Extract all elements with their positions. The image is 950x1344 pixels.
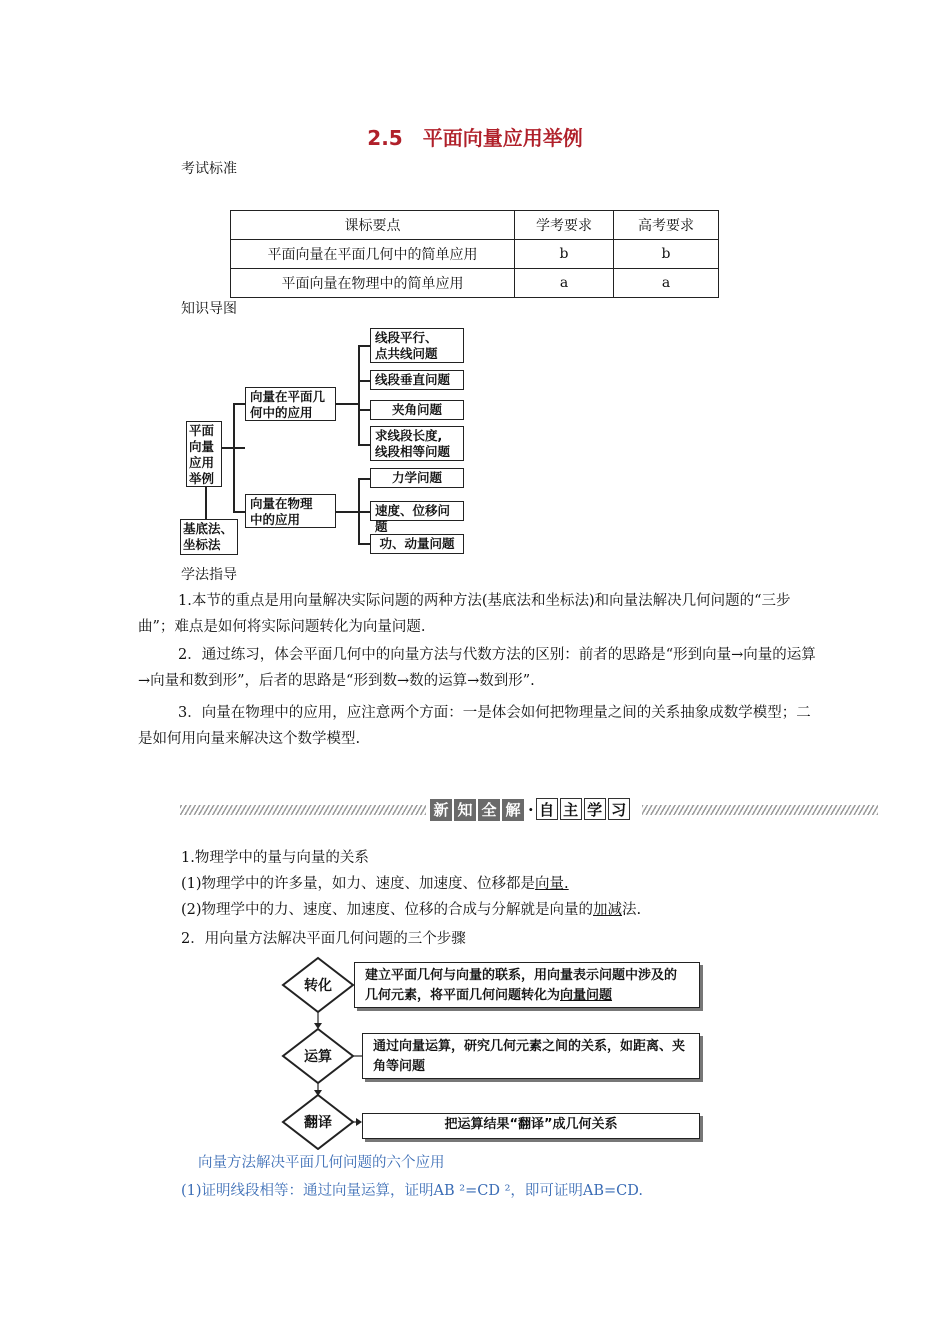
table-cell: b [614, 240, 719, 269]
table-row [231, 240, 719, 269]
table-cell: b [515, 240, 614, 269]
step-label-translate: 翻译 [304, 1115, 332, 1131]
banner-char: 自 [536, 798, 558, 820]
map-leaf-perpendicular: 线段垂直问题 [370, 370, 464, 390]
table-row [231, 269, 719, 298]
step-text-convert-answer: 向量问题 [560, 988, 613, 1003]
banner-label [430, 798, 632, 821]
knowledge-map-heading: 知识导图 [181, 301, 237, 317]
study-guide-heading: 学法指导 [181, 567, 237, 583]
section1-item2 [181, 897, 641, 923]
banner-char: 全 [478, 799, 500, 821]
study-guide-p3: 3．向量在物理中的应用，应注意两个方面：一是体会如何把物理量之间的关系抽象成数学模型；二是如何用向量来解决这个数学模型. [138, 705, 811, 747]
step-label-convert: 转化 [304, 978, 332, 994]
exam-standard-heading: 考试标准 [181, 161, 237, 177]
map-leaf-length: 求线段长度, 线段相等问题 [370, 426, 464, 461]
page-title: 2.5 平面向量应用举例 [367, 126, 583, 150]
study-guide-p1: 1.本节的重点是用向量解决实际问题的两种方法(基底法和坐标法)和向量法解决几何问题的“三步曲”；难点是如何将实际问题转化为向量问题. [138, 593, 791, 635]
section1-item1 [181, 871, 569, 897]
exam-standard-table [230, 210, 719, 298]
table-header-cell: 高考要求 [614, 211, 719, 240]
table-cell: 平面向量在物理中的简单应用 [231, 269, 515, 298]
map-branch-physics: 向量在物理 中的应用 [245, 494, 336, 528]
tip-line-1: (1)证明线段相等：通过向量运算，证明AB ²=CD ²，即可证明AB=CD. [181, 1183, 643, 1199]
banner-stripe-right [642, 805, 878, 815]
banner-dot: · [528, 800, 534, 819]
map-leaf-velocity: 速度、位移问题 [370, 501, 464, 521]
step-box-convert [354, 962, 700, 1008]
table-header-row [231, 211, 719, 240]
study-guide-p2: 2．通过练习，体会平面几何中的向量方法与代数方法的区别：前者的思路是“形到向量→向量的运算→向量和数到形”，后者的思路是“形到数→数的运算→数到形”. [138, 647, 816, 689]
step-box-compute: 通过向量运算，研究几何元素之间的关系，如距离、夹角等问题 [362, 1033, 700, 1079]
table-header-cell: 课标要点 [231, 211, 515, 240]
table-header-cell: 学考要求 [515, 211, 614, 240]
banner-char: 习 [608, 798, 630, 820]
step-text-convert: 建立平面几何与向量的联系，用向量表示问题中涉及的几何元素，将平面几何问题转化为 [365, 968, 678, 1003]
arrowhead [314, 1090, 322, 1096]
table-cell: 平面向量在平面几何中的简单应用 [231, 240, 515, 269]
map-leaf-parallel: 线段平行、 点共线问题 [370, 328, 464, 363]
banner-char: 学 [584, 798, 606, 820]
section2-heading: 2．用向量方法解决平面几何问题的三个步骤 [181, 931, 466, 947]
table-cell: a [614, 269, 719, 298]
section1-item2-answer: 加减 [593, 902, 623, 918]
section1-heading: 1.物理学中的量与向量的关系 [181, 850, 369, 866]
step-box-translate: 把运算结果“翻译”成几何关系 [362, 1113, 700, 1139]
map-root-node: 平面 向量 应用 举例 [186, 421, 222, 487]
map-method-node: 基底法、 坐标法 [180, 519, 238, 555]
section1-item2-suffix: 法. [622, 902, 642, 918]
map-leaf-mechanics: 力学问题 [370, 468, 464, 488]
step-label-compute: 运算 [304, 1049, 332, 1065]
arrowhead [314, 1023, 322, 1029]
banner-char: 知 [454, 799, 476, 821]
map-branch-geometry: 向量在平面几 何中的应用 [245, 387, 336, 421]
section1-item2-text: (2)物理学中的力、速度、加速度、位移的合成与分解就是向量的 [181, 902, 594, 918]
banner-stripe-left [180, 805, 426, 815]
banner-char: 新 [430, 799, 452, 821]
section1-item1-answer: 向量. [535, 876, 569, 892]
map-leaf-angle: 夹角问题 [370, 400, 464, 420]
section1-item1-text: (1)物理学中的许多量，如力、速度、加速度、位移都是 [181, 876, 536, 892]
tip-heading: 向量方法解决平面几何问题的六个应用 [198, 1155, 445, 1171]
map-leaf-work: 功、动量问题 [370, 534, 464, 554]
banner-char: 解 [502, 799, 524, 821]
table-cell: a [515, 269, 614, 298]
banner-char: 主 [560, 798, 582, 820]
